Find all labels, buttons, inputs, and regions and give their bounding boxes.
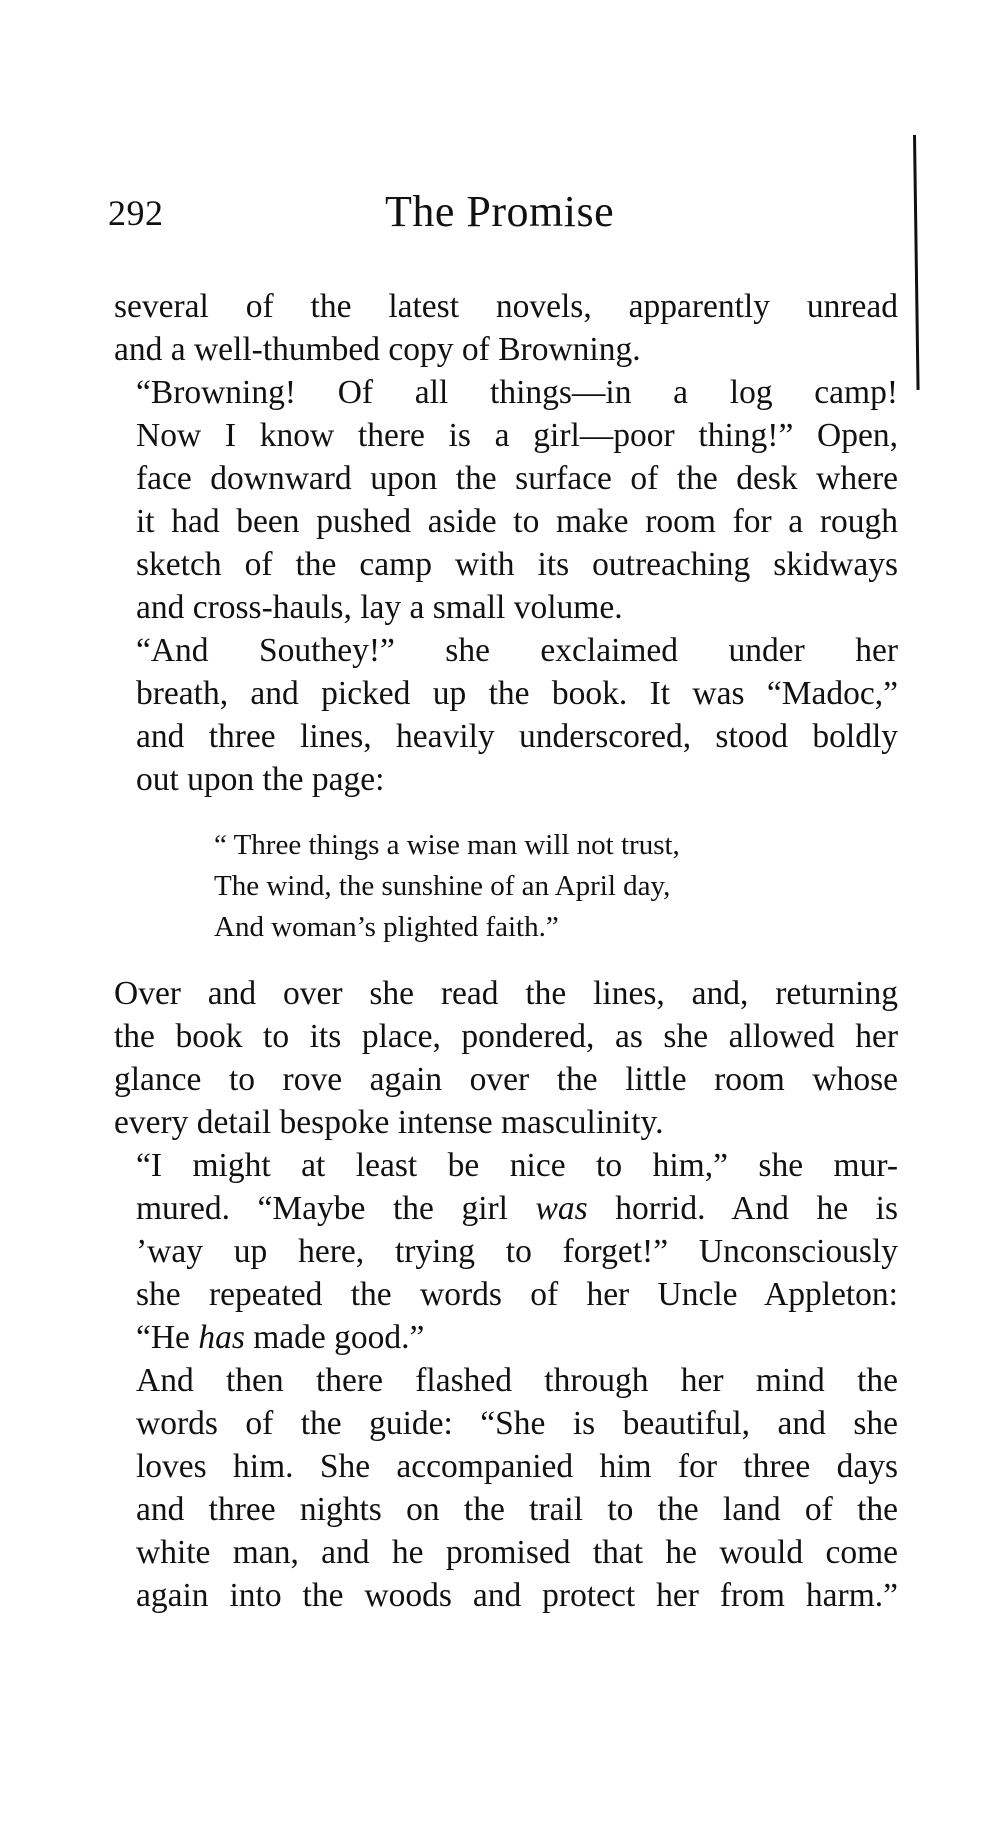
- text-line: and a well-thumbed copy of Browning.: [114, 331, 641, 368]
- paragraph-4: [114, 972, 898, 1144]
- text-span: horrid. And he is: [587, 1190, 898, 1227]
- text-line: face downward upon the surface of the desk where: [136, 460, 898, 497]
- verse-line: The wind, the sunshine of an April day,: [214, 870, 671, 902]
- running-title: The Promise: [385, 187, 615, 236]
- text-line: and three lines, heavily underscored, stood boldly: [136, 718, 898, 755]
- verse-quote: [214, 825, 898, 948]
- text-line: [114, 1316, 898, 1359]
- text-line: white man, and he promised that he would come: [136, 1534, 898, 1571]
- margin-ink-line: [913, 135, 920, 390]
- verse-line: And woman’s plighted faith.”: [214, 911, 559, 943]
- text-line: sketch of the camp with its outreaching skidways: [136, 546, 898, 583]
- text-line: “And Southey!” she exclaimed under her: [136, 632, 898, 669]
- text-line: the book to its place, pondered, as she allowed her: [114, 1018, 898, 1055]
- text-span: made good.”: [244, 1319, 425, 1356]
- text-line: Now I know there is a girl—poor thing!” Open,: [136, 417, 898, 454]
- text-line: it had been pushed aside to make room for a rough: [136, 503, 898, 540]
- text-line: she repeated the words of her Uncle Appleton:: [136, 1276, 898, 1313]
- paragraph-2: [114, 371, 898, 629]
- page-number: 292: [108, 193, 164, 233]
- text-line: loves him. She accompanied him for three days: [136, 1448, 898, 1485]
- text-line: ’way up here, trying to forget!” Unconsciously: [136, 1233, 898, 1270]
- text-line: and three nights on the trail to the land of the: [136, 1491, 898, 1528]
- text-line: every detail bespoke intense masculinity.: [114, 1104, 664, 1141]
- text-line: and cross-hauls, lay a small volume.: [136, 589, 623, 626]
- text-line: several of the latest novels, apparently unread: [114, 288, 898, 325]
- text-line: Over and over she read the lines, and, returning: [114, 975, 898, 1012]
- text-span: “He: [136, 1319, 199, 1356]
- text-line: “I might at least be nice to him,” she mur-: [136, 1147, 898, 1184]
- text-line: glance to rove again over the little room whose: [114, 1061, 898, 1098]
- italic-word: has: [198, 1319, 245, 1356]
- paragraph-3: [114, 629, 898, 801]
- paragraph-1: [114, 285, 898, 371]
- text-line: words of the guide: “She is beautiful, and she: [136, 1405, 898, 1442]
- text-line: [114, 1187, 898, 1230]
- text-line: again into the woods and protect her from harm.”: [136, 1577, 898, 1614]
- verse-line: “ Three things a wise man will not trust,: [214, 829, 680, 861]
- paragraph-6: [114, 1359, 898, 1617]
- body-text: [114, 285, 898, 1617]
- text-span: mured. “Maybe the girl: [136, 1190, 536, 1227]
- italic-word: was: [535, 1190, 588, 1227]
- paragraph-5: [114, 1144, 898, 1359]
- text-line: out upon the page:: [136, 761, 385, 798]
- text-line: “Browning! Of all things—in a log camp!: [136, 374, 898, 411]
- text-line: And then there flashed through her mind the: [136, 1362, 898, 1399]
- text-line: breath, and picked up the book. It was “Madoc,”: [136, 675, 898, 712]
